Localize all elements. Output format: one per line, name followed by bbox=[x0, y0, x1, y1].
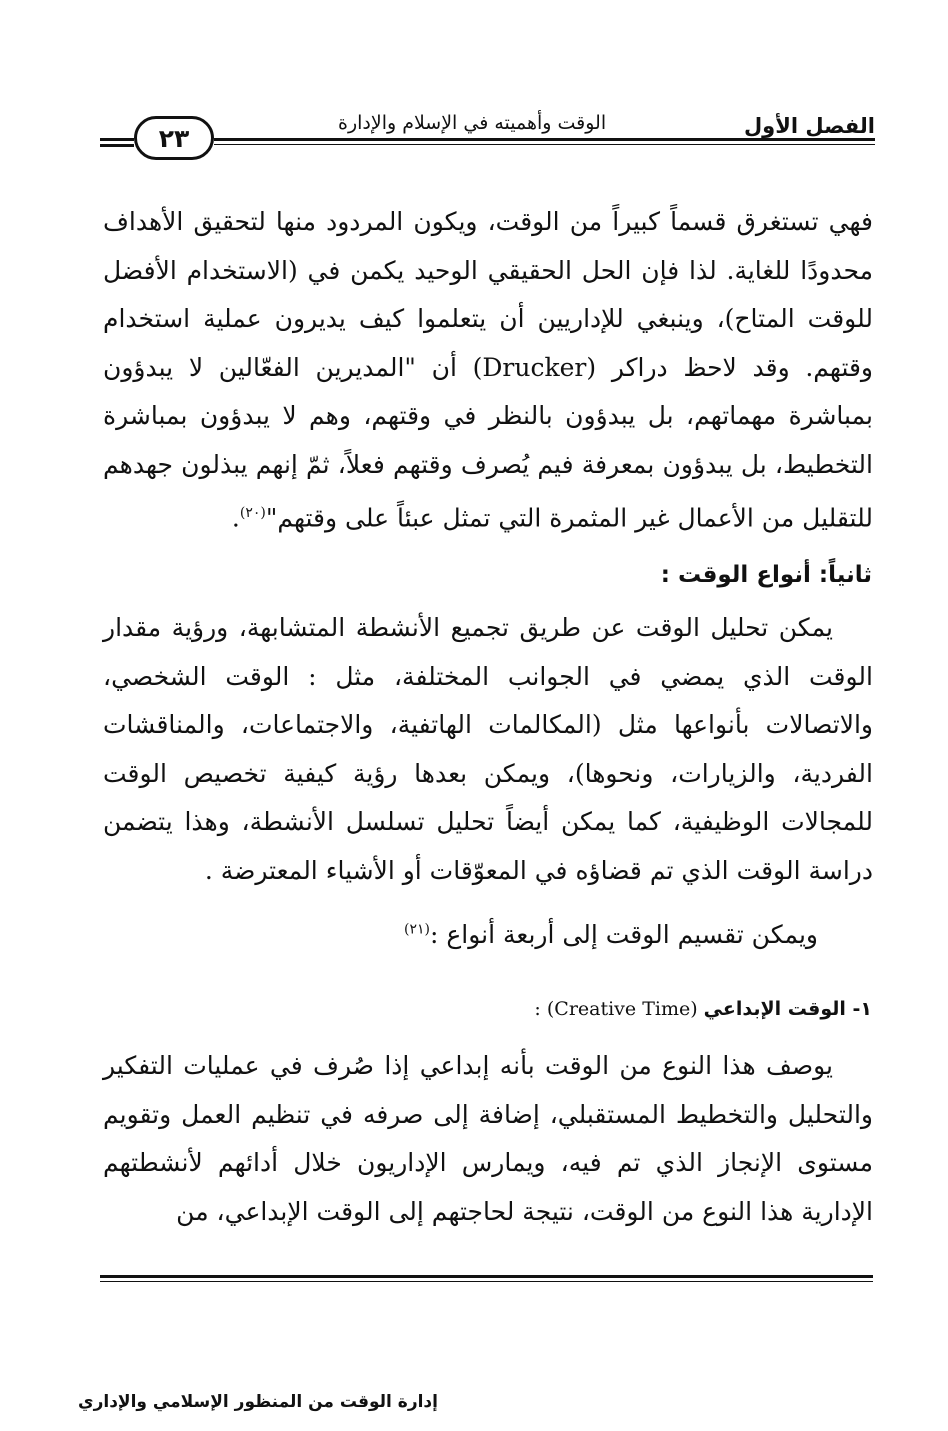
header-rule-left-2 bbox=[100, 144, 134, 147]
paragraph-1-end: . bbox=[231, 503, 240, 533]
header-rule-thin bbox=[214, 144, 875, 145]
footnote-ref-20: (٢٠) bbox=[239, 505, 266, 521]
header-rule-thick bbox=[214, 138, 875, 141]
book-title-footer: إدارة الوقت من المنظور الإسلامي والإداري bbox=[78, 1392, 438, 1412]
paragraph-2-text: يمكن تحليل الوقت عن طريق تجميع الأنشطة المتشابهة، ورؤية مقدار الوقت الذي يمضي في الجوانب المختلفة، مثل : الوقت الشخصي، والاتصالات بأنواعها مثل (المكالمات الهاتفية، والاجتماعات، والمناقشات الفردية، والزيارات، ونحوها)، ويمكن بعدها رؤية كيفية تخصيص الوقت للمجالات الوظيفية، كما يمكن أيضاً تحليل تسلسل الأنشطة، وهذا يتضمن دراسة الوقت الذي تم قضاؤه في المعوّقات أو الأشياء المعترضة . bbox=[103, 613, 873, 885]
paragraph-3 bbox=[103, 1042, 873, 1236]
subheading-creative-time bbox=[534, 998, 872, 1020]
chapter-title: الفصل الأول bbox=[743, 114, 875, 138]
page-header bbox=[100, 100, 875, 160]
types-intro-text: ويمكن تقسيم الوقت إلى أربعة أنواع : bbox=[429, 920, 818, 949]
page-number: ٢٣ bbox=[158, 123, 190, 153]
types-intro-line bbox=[404, 920, 818, 949]
paragraph-2 bbox=[103, 604, 873, 895]
paragraph-1 bbox=[103, 198, 873, 543]
subheading-creative-time-bold: ١- الوقت الإبداعي bbox=[703, 998, 872, 1020]
footnote-ref-21: (٢١) bbox=[404, 921, 430, 938]
footer-rule-thick bbox=[100, 1275, 873, 1278]
page-number-badge bbox=[134, 116, 214, 160]
subheading-creative-time-english: (Creative Time) : bbox=[534, 998, 704, 1020]
running-title: الوقت وأهميته في الإسلام والإدارة bbox=[338, 112, 607, 134]
header-rule-left-1 bbox=[100, 138, 134, 141]
section-heading-types-of-time: ثانياً: أنواع الوقت : bbox=[660, 562, 872, 588]
paragraph-3-text: يوصف هذا النوع من الوقت بأنه إبداعي إذا صُرف في عمليات التفكير والتحليل والتخطيط المستقبلي، إضافة إلى صرفه في تنظيم العمل وتقويم مستوى الإنجاز الذي تم فيه، ويمارس الإداريون خلال أدائهم لأنشطتهم الإدارية هذا النوع من الوقت، نتيجة لحاجتهم إلى الوقت الإبداعي، من bbox=[103, 1051, 873, 1226]
paragraph-1-text: فهي تستغرق قسماً كبيراً من الوقت، ويكون المردود منها لتحقيق الأهداف محدودًا للغاية. لذا فإن الحل الحقيقي الوحيد يكمن في (الاستخدام الأفضل للوقت المتاح)، وينبغي للإداريين أن يتعلموا كيف يديرون عملية استخدام وقتهم. وقد لاحظ دراكر (Drucker) أن "المديرين الفعّالين لا يبدؤون بمباشرة مهماتهم، بل يبدؤون بالنظر في وقتهم، وهم لا يبدؤون بمباشرة التخطيط، بل يبدؤون بمعرفة فيم يُصرف وقتهم فعلاً، ثمّ إنهم يبذلون جهدهم للتقليل من الأعمال غير المثمرة التي تمثل عبئاً على وقتهم" bbox=[103, 207, 874, 533]
footer-rule-thin bbox=[100, 1281, 873, 1282]
